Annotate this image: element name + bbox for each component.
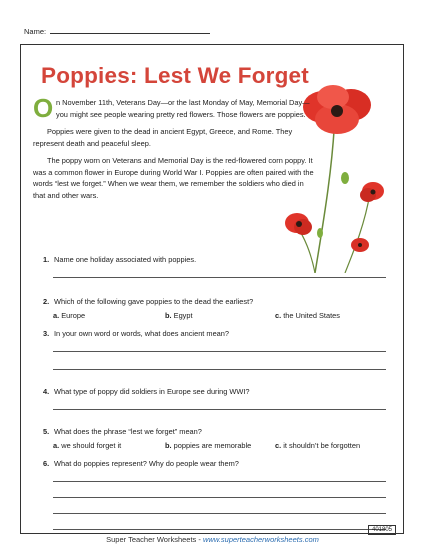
worksheet-code: 401805 [368,525,396,535]
footer-brand: Super Teacher Worksheets - [106,535,203,544]
option-a[interactable]: a. Europe [53,311,86,320]
footer [0,535,425,544]
question-text: Name one holiday associated with poppies. [54,255,197,264]
question-4 [43,387,393,396]
option-a[interactable]: a. we should forget it [53,441,122,450]
page-title: Poppies: Lest We Forget [41,63,309,88]
reading-passage [33,97,318,207]
worksheet-frame [20,44,404,534]
paragraph-1: n November 11th, Veterans Day—or the last Monday of May, Memorial Day—you might see people wearing pretty red flowers. Those flowers are poppies. [56,98,310,119]
question-5 [43,427,393,436]
question-number: 6. [43,459,50,468]
dropcap-letter [33,97,53,119]
question-1 [43,255,393,264]
answer-line[interactable] [53,351,386,352]
question-number: 1. [43,255,50,264]
option-c[interactable]: c. it shouldn’t be forgotten [275,441,361,450]
question-6 [43,459,393,468]
question-text: What does the phrase “lest we forget” mean? [54,427,202,436]
question-2 [43,297,393,306]
footer-url[interactable]: www.superteacherworksheets.com [202,535,319,544]
name-line[interactable] [50,26,210,34]
paragraph-3: The poppy worn on Veterans and Memorial Day is the red-flowered corn poppy. It was a common flower in Europe during World War I. Poppies are often paired with the words “lest we forget.” When we wear them, we remember the soldiers who died in that and other wars. [33,156,314,200]
svg-text:O: O [33,97,53,119]
option-b[interactable]: b. poppies are memorable [165,441,252,450]
name-field [24,26,210,36]
question-number: 5. [43,427,50,436]
answer-line[interactable] [53,497,386,498]
question-text: Which of the following gave poppies to the dead the earliest? [54,297,254,306]
question-text: In your own word or words, what does ancient mean? [54,329,230,338]
answer-line[interactable] [53,369,386,370]
question-3 [43,329,393,338]
question-number: 2. [43,297,50,306]
answer-line[interactable] [53,409,386,410]
name-label: Name: [24,27,47,36]
answer-line[interactable] [53,529,386,530]
answer-line[interactable] [53,513,386,514]
question-text: What type of poppy did soldiers in Europe see during WWI? [54,387,250,396]
option-c[interactable]: c. the United States [275,311,340,320]
option-b[interactable]: b. Egypt [165,311,193,320]
question-number: 3. [43,329,50,338]
answer-line[interactable] [53,277,386,278]
answer-line[interactable] [53,481,386,482]
question-text: What do poppies represent? Why do people wear them? [54,459,239,468]
paragraph-2: Poppies were given to the dead in ancient Egypt, Greece, and Rome. They represent death and peaceful sleep. [33,127,293,148]
question-number: 4. [43,387,50,396]
